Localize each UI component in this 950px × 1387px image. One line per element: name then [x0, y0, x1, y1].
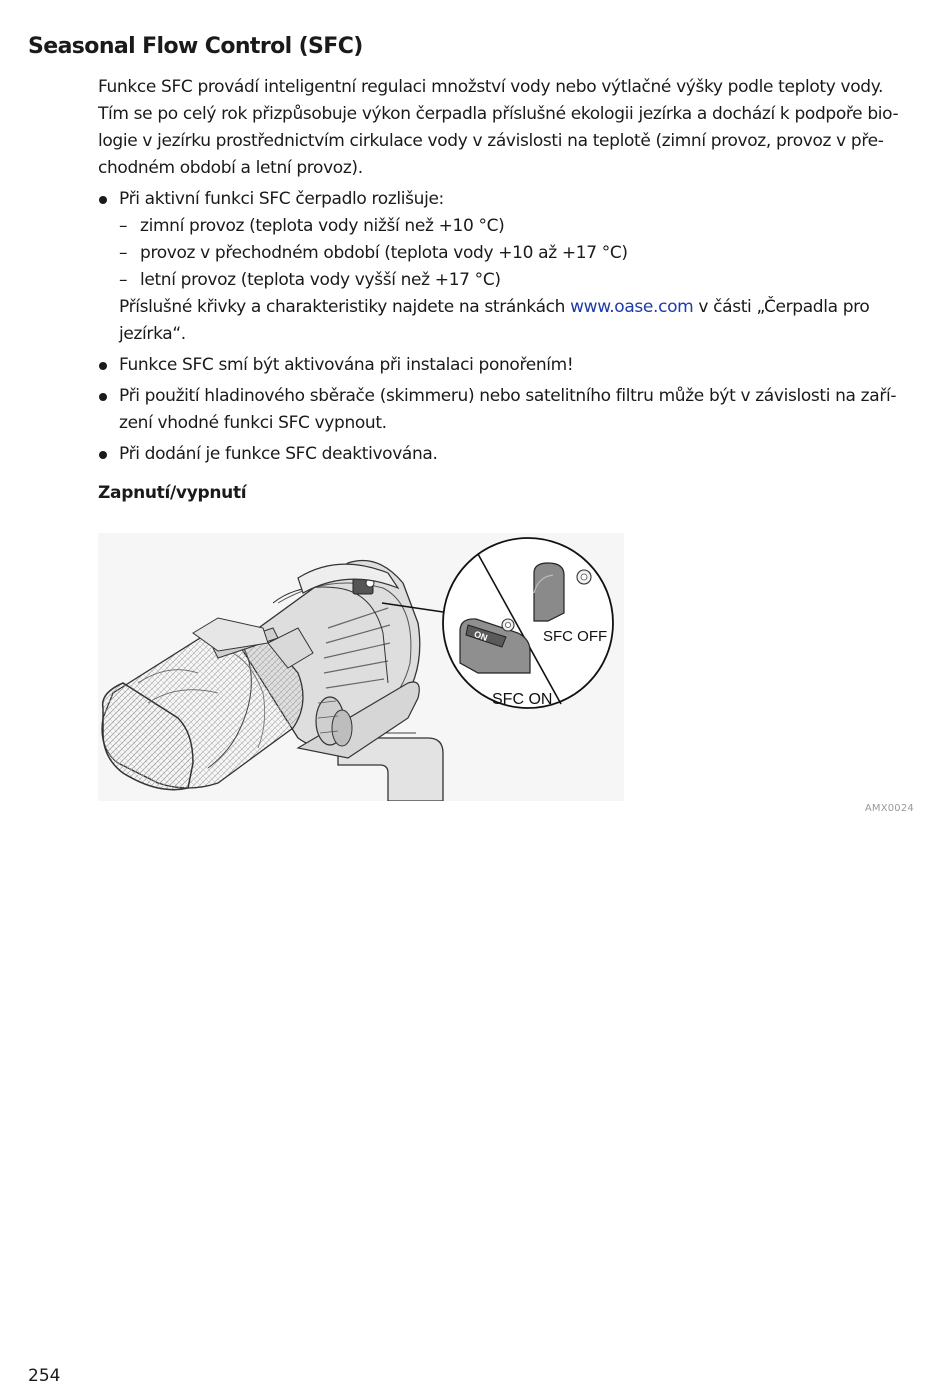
note-text: v části „Čerpadla pro	[693, 297, 870, 317]
bullet-text: Funkce SFC smí být aktivována při instalaci ponořením!	[119, 355, 574, 375]
bullet-item-immersion	[98, 352, 916, 379]
bullet-icon	[99, 451, 107, 459]
switch-detail-callout	[443, 538, 613, 708]
mode-item-winter	[119, 213, 916, 240]
switch-on-text: ON	[472, 628, 489, 643]
bullet-item-skimmer	[98, 383, 916, 437]
bullet-text: Při dodání je funkce SFC deaktivována.	[119, 444, 438, 464]
bullet-text: zení vhodné funkci SFC vypnout.	[119, 413, 387, 433]
intro-line: logie v jezírku prostřednictvím cirkulace vody v závislosti na teplotě (zimní provoz, provoz v pře-	[98, 131, 884, 151]
oase-website-link[interactable]: www.oase.com	[570, 297, 694, 317]
dash-icon: –	[119, 270, 128, 290]
intro-line: Tím se po celý rok přizpůsobuje výkon čerpadla příslušné ekologii jezírka a dochází k podpoře bio-	[98, 104, 899, 124]
dash-icon: –	[119, 243, 128, 263]
page-number: 254	[28, 1366, 61, 1386]
pump-drawing	[98, 533, 624, 801]
bullet-icon	[99, 362, 107, 370]
figure-code: AMX0024	[864, 803, 914, 814]
bullet-item-delivery	[98, 441, 916, 468]
mode-text: letní provoz (teplota vody vyšší než +17 °C)	[140, 270, 501, 290]
bullet-list	[98, 186, 916, 468]
section-body	[98, 74, 916, 468]
curves-note	[119, 294, 916, 348]
bullet-icon	[99, 393, 107, 401]
note-text: jezírka“.	[119, 324, 186, 344]
sfc-on-label: SFC ON	[492, 691, 553, 708]
mode-list	[119, 213, 916, 294]
subheading-switching: Zapnutí/vypnutí	[98, 483, 247, 503]
bullet-text: Při aktivní funkci SFC čerpadlo rozlišuje:	[119, 189, 444, 209]
dash-icon: –	[119, 216, 128, 236]
bullet-text: Při použití hladinového sběrače (skimmeru) nebo satelitního filtru může být v závislosti na zaří-	[119, 386, 897, 406]
mode-text: provoz v přechodném období (teplota vody +10 až +17 °C)	[140, 243, 628, 263]
sfc-off-label: SFC OFF	[543, 628, 608, 645]
intro-paragraph	[98, 74, 916, 182]
note-text: Příslušné křivky a charakteristiky najdete na stránkách	[119, 297, 571, 317]
bullet-icon	[99, 196, 107, 204]
intro-line: Funkce SFC provádí inteligentní regulaci množství vody nebo výtlačné výšky podle teploty vody.	[98, 77, 884, 97]
mode-item-summer	[119, 267, 916, 294]
mode-item-transition	[119, 240, 916, 267]
section-title: Seasonal Flow Control (SFC)	[28, 34, 363, 59]
intro-line: chodném období a letní provoz).	[98, 158, 363, 178]
bullet-item-modes	[98, 186, 916, 348]
sfc-switch-illustration	[98, 533, 624, 801]
mode-text: zimní provoz (teplota vody nižší než +10 °C)	[140, 216, 505, 236]
